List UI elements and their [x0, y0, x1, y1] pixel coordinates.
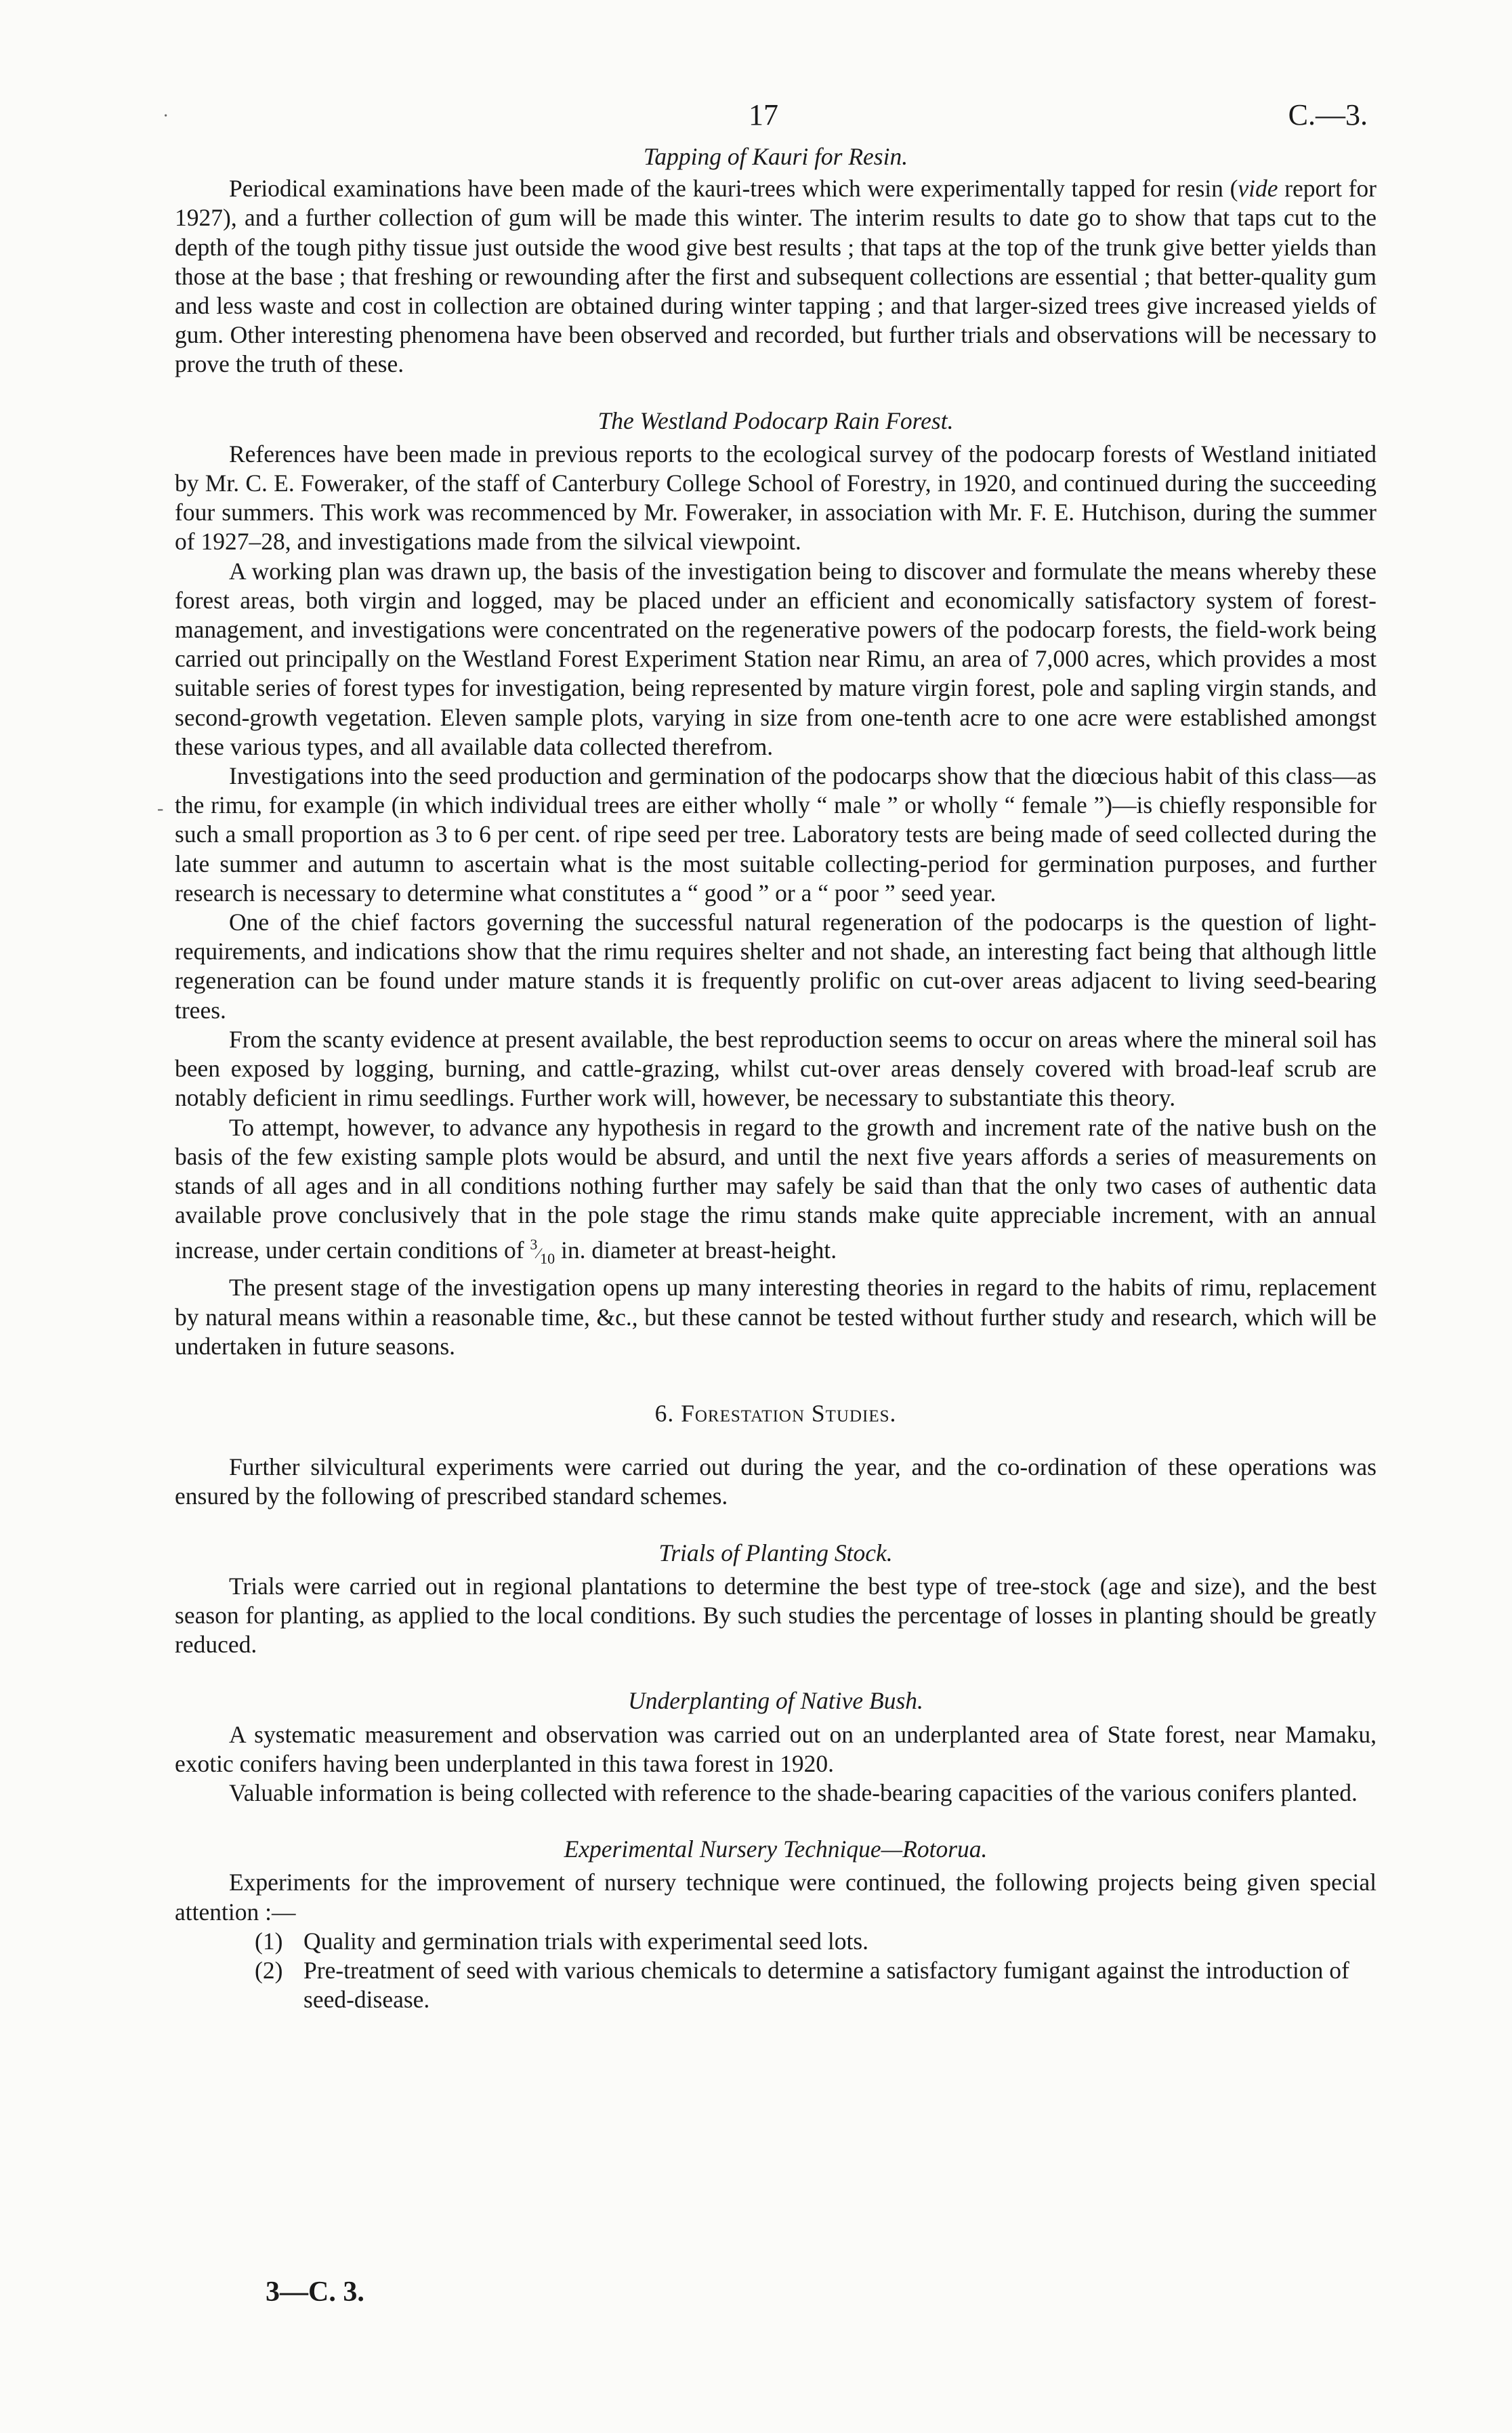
paragraph-present-stage: The present stage of the investigation opens up many interesting theories in regard to the habits of rimu, replacement by natural means within a reasonable time, &c., but these cannot be tested without further study and research, which will be undertaken in future seasons.	[175, 1274, 1377, 1360]
list-item-text: Quality and germination trials with experimental seed lots.	[303, 1927, 869, 1955]
body-text	[175, 142, 1377, 2015]
text-run: To attempt, however, to advance any hypothesis in regard to the growth and increment rate of the native bush on the basis of the few existing sample plots would be absurd, and until the next five years affords a series of measurements on stands of all ages and in all conditions nothing further may safely be said than that the only two cases of authentic data available prove conclusively that in the pole stage the rimu stands make quite appreciable increment, with an annual increase, under certain conditions of	[175, 1113, 1377, 1264]
paragraph-working-plan: A working plan was drawn up, the basis of the investigation being to discover and formulate the means whereby these forest areas, both virgin and logged, may be placed under an efficient and economically satisfactory system of forest-management, and investigations were concentrated on the regenerative powers of the podocarp forests, the field-work being carried out principally on the Westland Forest Experiment Station near Rimu, an area of 7,000 acres, which provides a most suitable series of forest types for investigation, being represented by mature virgin forest, pole and sapling virgin stands, and second-growth vegetation. Eleven sample plots, varying in size from one-tenth acre to one acre were established amongst these various types, and all available data collected therefrom.	[175, 557, 1377, 760]
list-item	[255, 1927, 1377, 1956]
list-item-number: (2)	[255, 1957, 283, 1984]
nursery-projects-list	[175, 1927, 1377, 2015]
text-run: in. diameter at breast-height.	[555, 1236, 837, 1264]
page-header	[0, 100, 1512, 134]
paragraph-underplanting-measurement: A systematic measurement and observation was carried out on an underplanted area of State forest, near Mamaku, exotic conifers having been underplanted in this tawa forest in 1920.	[175, 1720, 1377, 1777]
paragraph-nursery-experiments: Experiments for the improvement of nursery technique were continued, the following projects being given special attention :—	[175, 1869, 1377, 1926]
heading-planting-stock: Trials of Planting Stock.	[658, 1539, 893, 1566]
paragraph-seed-production: Investigations into the seed production and germination of the podocarps show that the diœcious habit of this class—as the rimu, for example (in which individual trees are either wholly “ male ” or wholly “ female ”)—is chiefly responsible for such a small proportion as 3 to 6 per cent. of ripe seed per tree. Laboratory tests are being made of seed collected during the late summer and autumn to ascertain what is the most suitable collecting-period for germination purposes, and further research is necessary to determine what constitutes a “ good ” or a “ poor ” seed year.	[175, 762, 1377, 907]
paragraph-shade-bearing: Valuable information is being collected with reference to the shade-bearing capacities of the various conifers planted.	[229, 1779, 1358, 1807]
page-number: 17	[749, 98, 778, 131]
heading-kauri-resin: Tapping of Kauri for Resin.	[643, 143, 908, 170]
list-item-text: Pre-treatment of seed with various chemicals to determine a satisfactory fumigant against the introduction of seed-disease.	[303, 1957, 1349, 2014]
fraction-denominator: 10	[540, 1250, 555, 1268]
text-run-italic: vide	[1238, 175, 1278, 203]
series-reference: C.—3.	[1288, 98, 1368, 131]
paragraph-growth-increment	[175, 1113, 1377, 1274]
paragraph-planting-trials: Trials were carried out in regional plantations to determine the best type of tree-stock (age and size), and the best season for planting, as applied to the local conditions. By such studies the percentage of losses in planting should be greatly reduced.	[175, 1572, 1377, 1659]
list-item	[255, 1956, 1377, 2014]
text-run: report for 1927), and a further collection of gum will be made this winter. The interim results to date go to show that taps cut to the depth of the tough pithy tissue just outside the wood give best results ; that taps at the top of the trunk give better yields than those at the base ; that freshing or rewounding after the first and subsequent collections are essential ; that better-quality gum and less waste and cost in collection are obtained during winter tapping ; and that larger-sized trees give increased yields of gum. Other interesting phenomena have been observed and recorded, but further trials and observations will be necessary to prove the truth of these.	[175, 175, 1377, 378]
paragraph-reproduction-evidence: From the scanty evidence at present available, the best reproduction seems to occur on areas where the mineral soil has been exposed by logging, burning, and cattle-grazing, whilst cut-over areas densely covered with broad-leaf scrub are notably deficient in rimu seedlings. Further work will, however, be necessary to substantiate this theory.	[175, 1025, 1377, 1112]
list-item-number: (1)	[255, 1927, 283, 1955]
paragraph-kauri-tapping	[175, 174, 1377, 379]
heading-nursery-technique: Experimental Nursery Technique—Rotorua.	[564, 1835, 988, 1863]
margin-speck: -	[157, 798, 164, 819]
paragraph-westland-survey: References have been made in previous reports to the ecological survey of the podocarp forests of Westland initiated by Mr. C. E. Foweraker, of the staff of Canterbury College School of Forestry, in 1920, and continued during the succeeding four summers. This work was recommenced by Mr. Foweraker, in association with Mr. F. E. Hutchison, during the summer of 1927–28, and investigations made from the silvical viewpoint.	[175, 440, 1377, 556]
paragraph-light-requirements: One of the chief factors governing the successful natural regeneration of the podocarps is the question of light-requirements, and indications show that the rimu requires shelter and not shade, an interesting fact being that although little regeneration can be found under mature stands it is frequently prolific on cut-over areas adjacent to living seed-bearing trees.	[175, 909, 1377, 1024]
sheet-signature: 3—C. 3.	[266, 2276, 364, 2308]
text-run: Periodical examinations have been made of the kauri-trees which were experimentally tapped for resin (	[229, 175, 1238, 203]
fraction-numerator: 3	[530, 1236, 538, 1253]
paragraph-silvicultural-experiments: Further silvicultural experiments were carried out during the year, and the co-ordination of these operations was ensured by the following of prescribed standard schemes.	[175, 1453, 1377, 1510]
margin-speck: ·	[163, 106, 169, 127]
heading-westland-forest: The Westland Podocarp Rain Forest.	[597, 407, 954, 434]
heading-forestation-studies: 6. Forestation Studies.	[654, 1400, 897, 1428]
fraction-slash: ⁄	[537, 1245, 541, 1262]
heading-underplanting: Underplanting of Native Bush.	[628, 1687, 923, 1715]
